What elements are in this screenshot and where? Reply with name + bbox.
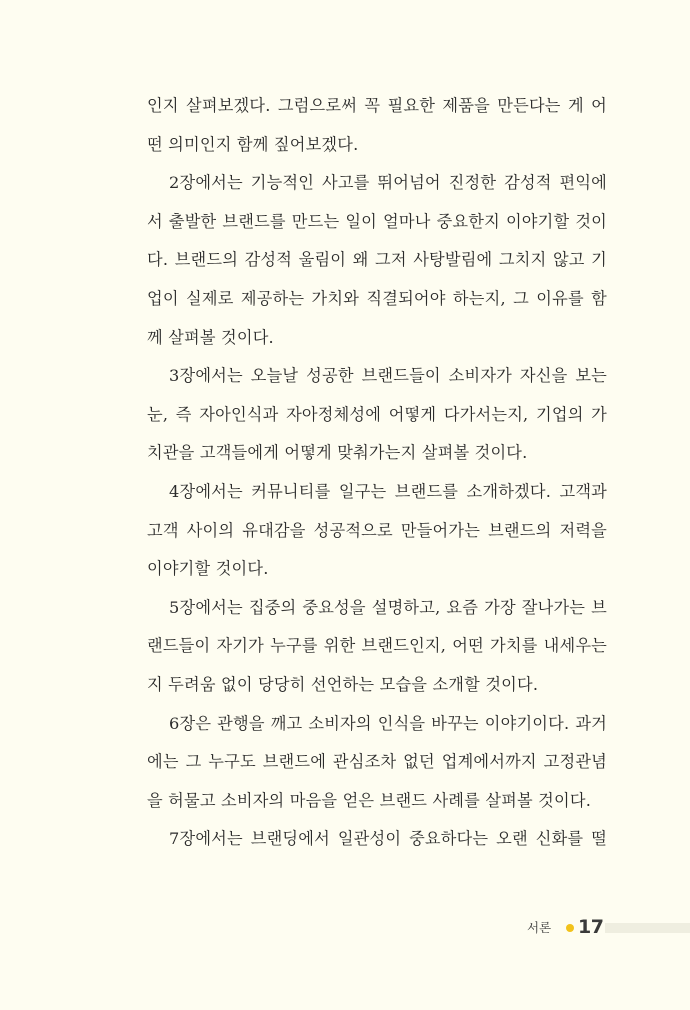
text-line: 에는 그 누구도 브랜드에 관심조차 없던 업계에서까지 고정관념	[147, 752, 607, 772]
text-line: 다. 브랜드의 감성적 울림이 왜 그저 사탕발림에 그치지 않고 기	[147, 250, 607, 270]
page-footer	[0, 915, 690, 941]
text-line: 께 살펴볼 것이다.	[147, 327, 274, 347]
body-text	[147, 87, 607, 859]
text-line: 고객 사이의 유대감을 성공적으로 만들어가는 브랜드의 저력을	[147, 520, 607, 540]
text-line: 4장에서는 커뮤니티를 일구는 브랜드를 소개하겠다. 고객과	[169, 481, 607, 501]
text-line: 을 허물고 소비자의 마음을 얻은 브랜드 사례를 살펴볼 것이다.	[147, 790, 592, 810]
text-line: 눈, 즉 자아인식과 자아정체성에 어떻게 다가서는지, 기업의 가	[147, 404, 607, 424]
text-line: 지 두려움 없이 당당히 선언하는 모습을 소개할 것이다.	[147, 674, 539, 694]
text-line: 5장에서는 집중의 중요성을 설명하고, 요즘 가장 잘나가는 브	[169, 597, 607, 617]
text-line: 7장에서는 브랜딩에서 일관성이 중요하다는 오랜 신화를 떨	[169, 829, 607, 849]
text-line: 6장은 관행을 깨고 소비자의 인식을 바꾸는 이야기이다. 과거	[169, 713, 607, 733]
text-line: 서 출발한 브랜드를 만드는 일이 얼마나 중요한지 이야기할 것이	[147, 211, 607, 231]
text-line: 인지 살펴보겠다. 그럼으로써 꼭 필요한 제품을 만든다는 게 어	[147, 96, 607, 115]
footer-bar	[605, 923, 690, 933]
text-line: 랜드들이 자기가 누구를 위한 브랜드인지, 어떤 가치를 내세우는	[147, 636, 607, 656]
section-label: 서론	[527, 920, 552, 935]
text-line: 업이 실제로 제공하는 가치와 직결되어야 하는지, 그 이유를 함	[147, 288, 607, 308]
text-line: 떤 의미인지 함께 짚어보겠다.	[147, 134, 359, 154]
text-line: 2장에서는 기능적인 사고를 뛰어넘어 진정한 감성적 편익에	[169, 173, 607, 193]
text-line: 3장에서는 오늘날 성공한 브랜드들이 소비자가 자신을 보는	[169, 366, 607, 386]
page-number: 17	[578, 916, 604, 938]
text-line: 치관을 고객들에게 어떻게 맞춰가는지 살펴볼 것이다.	[147, 443, 528, 463]
bullet-dot-icon	[566, 924, 574, 932]
text-line: 이야기할 것이다.	[147, 559, 269, 579]
